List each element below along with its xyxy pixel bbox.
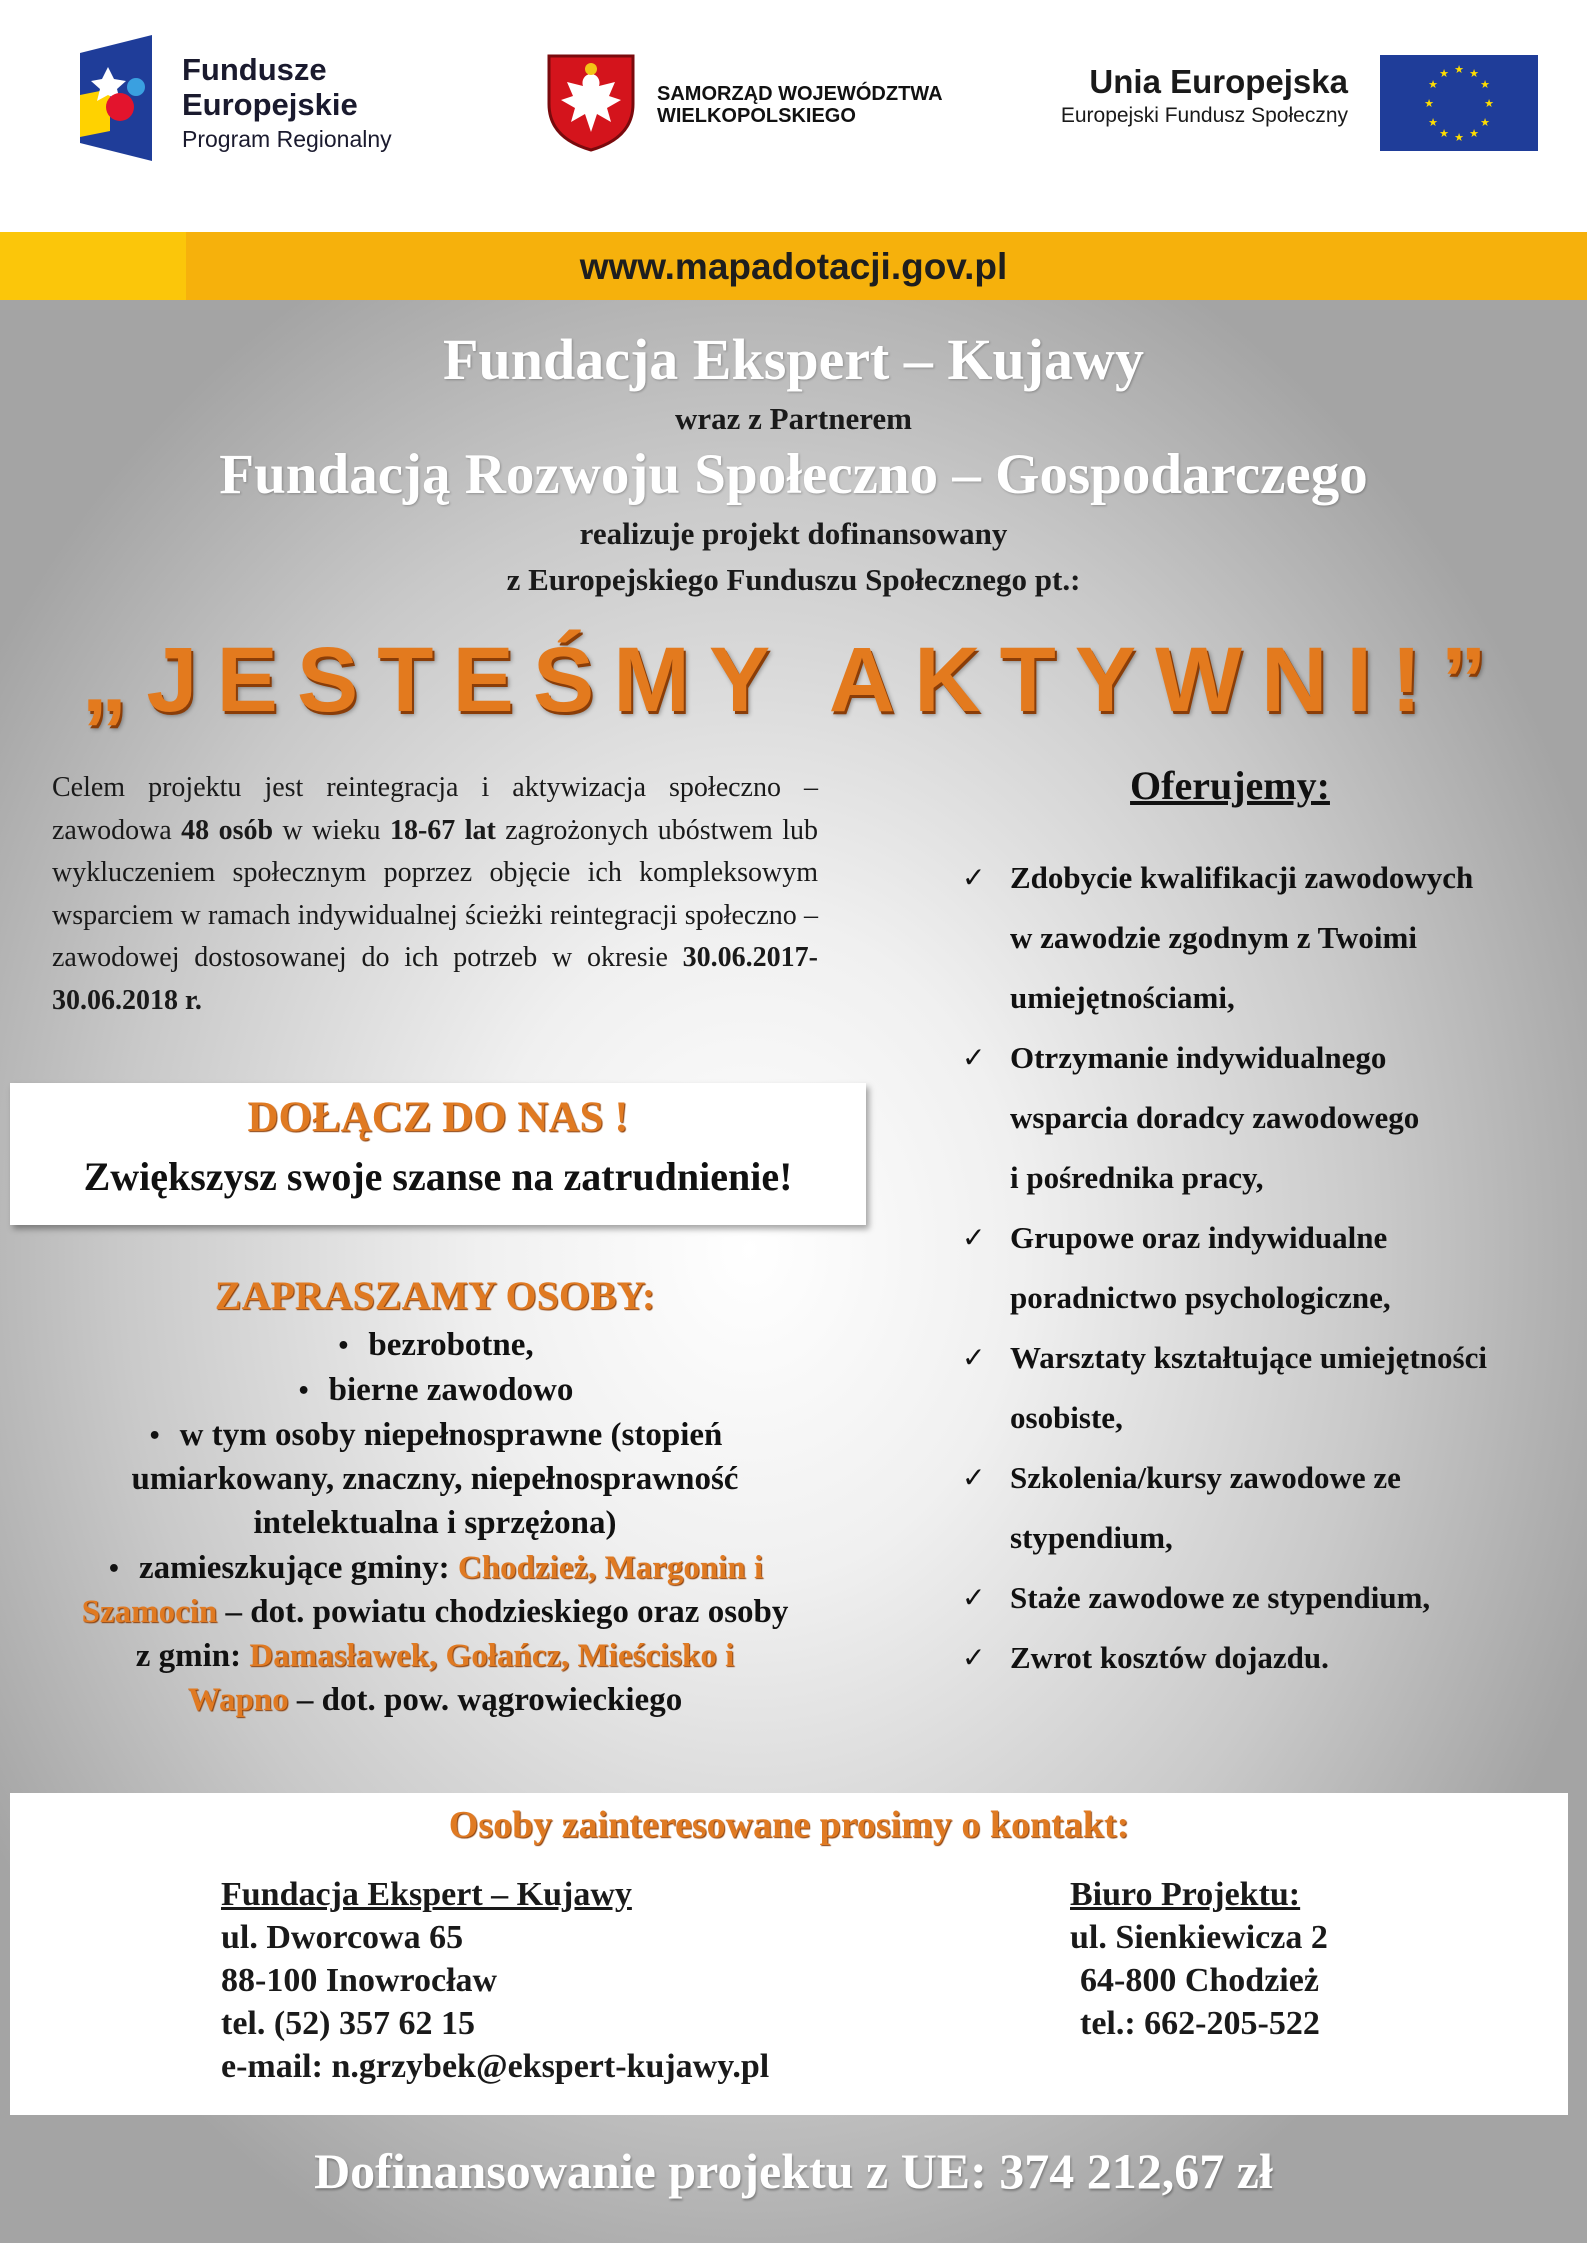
check-icon: ✓ — [962, 1461, 986, 1494]
svg-text:★: ★ — [1469, 67, 1479, 80]
ue-line2: Europejski Fundusz Społeczny — [1060, 104, 1348, 127]
realizes-text: realizuje projekt dofinansowany — [579, 516, 1008, 551]
invite-item-inactive: • bierne zawodowo — [296, 1372, 574, 1408]
offer-item: w zawodzie zgodnym z Twoimi — [1010, 920, 1417, 955]
check-icon: ✓ — [962, 1641, 986, 1674]
gmina-szamocin: Szamocin — [81, 1594, 218, 1630]
offer-item: ✓ Otrzymanie indywidualnego — [958, 1028, 1558, 1088]
check-icon: ✓ — [962, 1041, 986, 1074]
svg-text:★: ★ — [1480, 116, 1490, 129]
intro-text-3: zagrożonych ubóstwem lub wykluczeniem społecznym poprzez objęcie ich kompleksowym wsparciem w ramach indywidualnej ścieżki reintegracji społeczno – zawodowej dostosowanej do ich potrzeb w okresie — [52, 814, 819, 973]
invite-title: ZAPRASZAMY OSOBY: — [214, 1273, 656, 1318]
contact-box — [10, 1793, 1568, 2115]
bullet-icon: • — [147, 1424, 162, 1450]
left-contact-name: Fundacja Ekspert – Kujawy — [221, 1876, 632, 1913]
invite-item-disabled-cont: umiarkowany, znaczny, niepełnosprawność — [131, 1461, 739, 1497]
left-contact-email[interactable]: e-mail: n.grzybek@ekspert-kujawy.pl — [221, 2048, 770, 2085]
samorzad-line2: WIELKOPOLSKIEGO — [657, 105, 856, 127]
fundusze-europejskie-logo-icon — [80, 35, 152, 161]
website-url-link[interactable]: www.mapadotacji.gov.pl — [579, 246, 1008, 287]
ue-line1: Unia Europejska — [1089, 63, 1348, 100]
svg-text:★: ★ — [1424, 97, 1434, 110]
unia-europejska-text — [1010, 63, 1348, 131]
bullet-icon: • — [336, 1334, 351, 1360]
offer-item: poradnictwo psychologiczne, — [1010, 1280, 1391, 1315]
offer-item: ✓ Zwrot kosztów dojazdu. — [958, 1628, 1558, 1688]
offer-item: i pośrednika pracy, — [1010, 1160, 1264, 1195]
offer-item: ✓ Grupowe oraz indywidualne — [958, 1208, 1558, 1268]
invite-item-residents-cont: Wapno – dot. pow. wągrowieckiego — [187, 1682, 683, 1718]
right-contact-phone[interactable]: tel.: 662-205-522 — [1080, 2005, 1320, 2042]
join-us-subtitle: Zwiększysz swoje szanse na zatrudnienie! — [83, 1154, 793, 1199]
project-name-title: „JESTEŚMY AKTYWNI!” — [81, 629, 1506, 731]
check-icon: ✓ — [962, 1581, 986, 1614]
offer-item: ✓ Szkolenia/kursy zawodowe ze — [958, 1448, 1558, 1508]
gminy-chodziez: Chodzież, Margonin i — [457, 1550, 764, 1586]
offer-item: ✓ Staże zawodowe ze stypendium, — [958, 1568, 1558, 1628]
fundusze-europejskie-text — [182, 52, 392, 156]
wielkopolska-eagle-crest-icon — [545, 52, 637, 152]
right-contact-street: ul. Sienkiewicza 2 — [1070, 1919, 1328, 1956]
left-contact-city: 88-100 Inowrocław — [221, 1962, 498, 1999]
svg-text:★: ★ — [1469, 127, 1479, 140]
fund-text: z Europejskiego Funduszu Społecznego pt.: — [506, 562, 1081, 597]
left-contact-phone[interactable]: tel. (52) 357 62 15 — [221, 2005, 476, 2042]
gminy-wagrowiec: Damasławek, Gołańcz, Mieścisko i — [249, 1638, 735, 1674]
join-us-title: DOŁĄCZ DO NAS ! — [247, 1094, 629, 1141]
invite-item-unemployed: • bezrobotne, — [336, 1327, 534, 1363]
invite-item-residents: • zamieszkujące gminy: Chodzież, Margonin i — [106, 1550, 764, 1586]
invite-item-residents-cont: z gmin: Damasławek, Gołańcz, Mieścisko i — [135, 1638, 735, 1674]
offer-title: Oferujemy: — [1130, 763, 1330, 808]
eu-flag-icon — [1380, 55, 1538, 151]
intro-age: 18-67 lat — [389, 814, 496, 846]
fe-line3: Program Regionalny — [182, 126, 392, 152]
header-logos — [0, 0, 1587, 232]
offer-list — [958, 848, 1558, 1688]
offer-item: wsparcia doradcy zawodowego — [1010, 1100, 1420, 1135]
check-icon: ✓ — [962, 1341, 986, 1374]
offer-item: osobiste, — [1010, 1400, 1123, 1435]
right-contact-city: 64-800 Chodzież — [1080, 1962, 1319, 1999]
offer-item: umiejętnościami, — [1010, 980, 1235, 1015]
svg-text:★: ★ — [1454, 131, 1464, 144]
main-poster — [0, 300, 1587, 2243]
intro-text-2: w wieku — [273, 814, 390, 846]
gmina-wapno: Wapno — [187, 1682, 289, 1718]
bullet-icon: • — [106, 1557, 121, 1583]
invite-item-residents-cont: Szamocin – dot. powiatu chodzieskiego oraz osoby — [81, 1594, 789, 1630]
org1-title: Fundacja Ekspert – Kujawy — [443, 327, 1144, 392]
intro-text-1: Celem projektu jest reintegracja i aktywizacja społeczno – zawodowa — [52, 772, 818, 846]
svg-text:★: ★ — [1428, 78, 1438, 91]
samorzad-line1: SAMORZĄD WOJEWÓDZTWA — [657, 83, 943, 105]
org2-title: Fundacją Rozwoju Społeczno – Gospodarczego — [219, 443, 1368, 506]
right-contact-name: Biuro Projektu: — [1070, 1876, 1301, 1913]
join-us-box — [10, 1083, 866, 1225]
invite-item-disabled: • w tym osoby niepełnosprawne (stopień — [147, 1417, 723, 1453]
bullet-icon: • — [296, 1379, 311, 1405]
intro-count: 48 osób — [181, 814, 274, 846]
funding-amount-text: Dofinansowanie projektu z UE: 374 212,67 zł — [314, 2143, 1273, 2199]
with-partner-text: wraz z Partnerem — [675, 401, 912, 436]
contact-title: Osoby zainteresowane prosimy o kontakt: — [448, 1804, 1130, 1846]
svg-text:★: ★ — [1439, 67, 1449, 80]
offer-item: ✓ Zdobycie kwalifikacji zawodowych — [958, 848, 1558, 908]
svg-text:★: ★ — [1439, 127, 1449, 140]
svg-text:★: ★ — [1428, 116, 1438, 129]
offer-item: ✓ Warsztaty kształtujące umiejętności — [958, 1328, 1558, 1388]
fe-line2: Europejskie — [182, 87, 358, 122]
url-bar — [0, 232, 1587, 300]
left-contact-street: ul. Dworcowa 65 — [221, 1919, 464, 1956]
svg-text:★: ★ — [1454, 63, 1464, 76]
check-icon: ✓ — [962, 861, 986, 894]
check-icon: ✓ — [962, 1221, 986, 1254]
samorzad-text — [657, 83, 943, 127]
invite-item-disabled-cont: intelektualna i sprzężona) — [253, 1505, 617, 1541]
svg-text:★: ★ — [1480, 78, 1490, 91]
intro-period: 30.06.2017-30.06.2018 r. — [52, 942, 818, 1016]
svg-text:★: ★ — [1484, 97, 1494, 110]
offer-item: stypendium, — [1010, 1520, 1173, 1555]
fe-line1: Fundusze — [182, 52, 327, 87]
project-goal-paragraph — [52, 767, 818, 1022]
